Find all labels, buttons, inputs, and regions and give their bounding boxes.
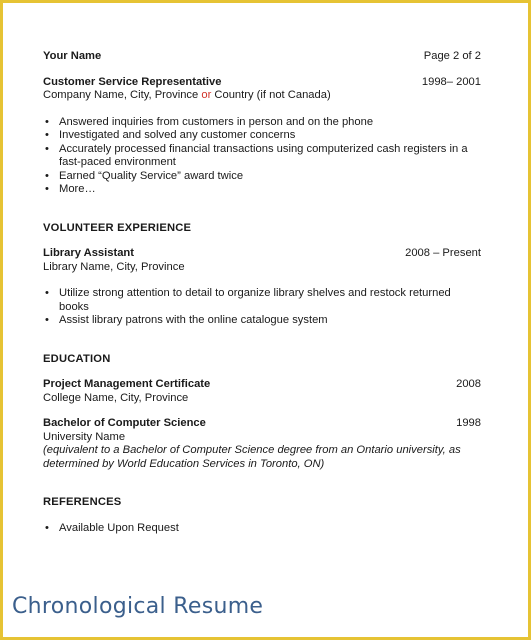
page-header [43,50,481,64]
list-item: • Assist library patrons with the online catalogue system [43,314,481,328]
job-bullet-list [43,116,481,197]
watermark-caption: Chronological Resume [12,594,264,619]
job-company [43,89,481,103]
list-item: • Answered inquiries from customers in person and on the phone [43,116,481,130]
education-title-row [43,378,481,392]
volunteer-title-row [43,247,481,261]
resume-name: Your Name [43,50,102,62]
list-item: • More… [43,183,481,197]
volunteer-entry [43,247,481,328]
job-company-main: Company Name, City, Province [43,89,202,101]
volunteer-bullet-list [43,287,481,328]
resume-page [3,3,528,637]
list-item: • Accurately processed financial transactions using computerized cash registers in a fast-paced environment [43,143,481,170]
education-org: University Name [43,430,126,443]
list-item: • Available Upon Request [43,522,481,536]
job-dates: 1998– 2001 [421,75,481,88]
resume-content [43,47,481,535]
education-year: 1998 [456,417,481,429]
job-company-country: Country (if not Canada) [211,89,331,101]
education-entry [43,378,481,405]
volunteer-org: Library Name, City, Province [43,260,185,273]
education-heading: EDUCATION [43,352,111,365]
references-bullet-list [43,522,481,536]
volunteer-title: Library Assistant [43,247,134,259]
list-item: • Utilize strong attention to detail to organize library shelves and restock returned books [43,287,481,314]
education-note: (equivalent to a Bachelor of Computer Science degree from an Ontario university, as determined by World Education Services in Toronto, ON) [43,444,461,470]
job-entry [43,76,481,197]
education-year: 2008 [456,378,481,390]
volunteer-heading: VOLUNTEER EXPERIENCE [43,221,192,234]
education-entry [43,417,481,471]
job-title-row [43,76,481,90]
job-company-or: or [201,89,212,101]
education-org: College Name, City, Province [43,391,189,404]
job-title: Customer Service Representative [43,75,222,88]
page-number: Page 2 of 2 [423,50,481,62]
education-title: Bachelor of Computer Science [43,417,206,429]
education-title-row [43,417,481,431]
references-heading: REFERENCES [43,496,122,508]
list-item: • Earned “Quality Service” award twice [43,170,481,184]
education-title: Project Management Certificate [43,378,211,390]
list-item: • Investigated and solved any customer concerns [43,129,481,143]
volunteer-dates: 2008 – Present [405,247,481,259]
